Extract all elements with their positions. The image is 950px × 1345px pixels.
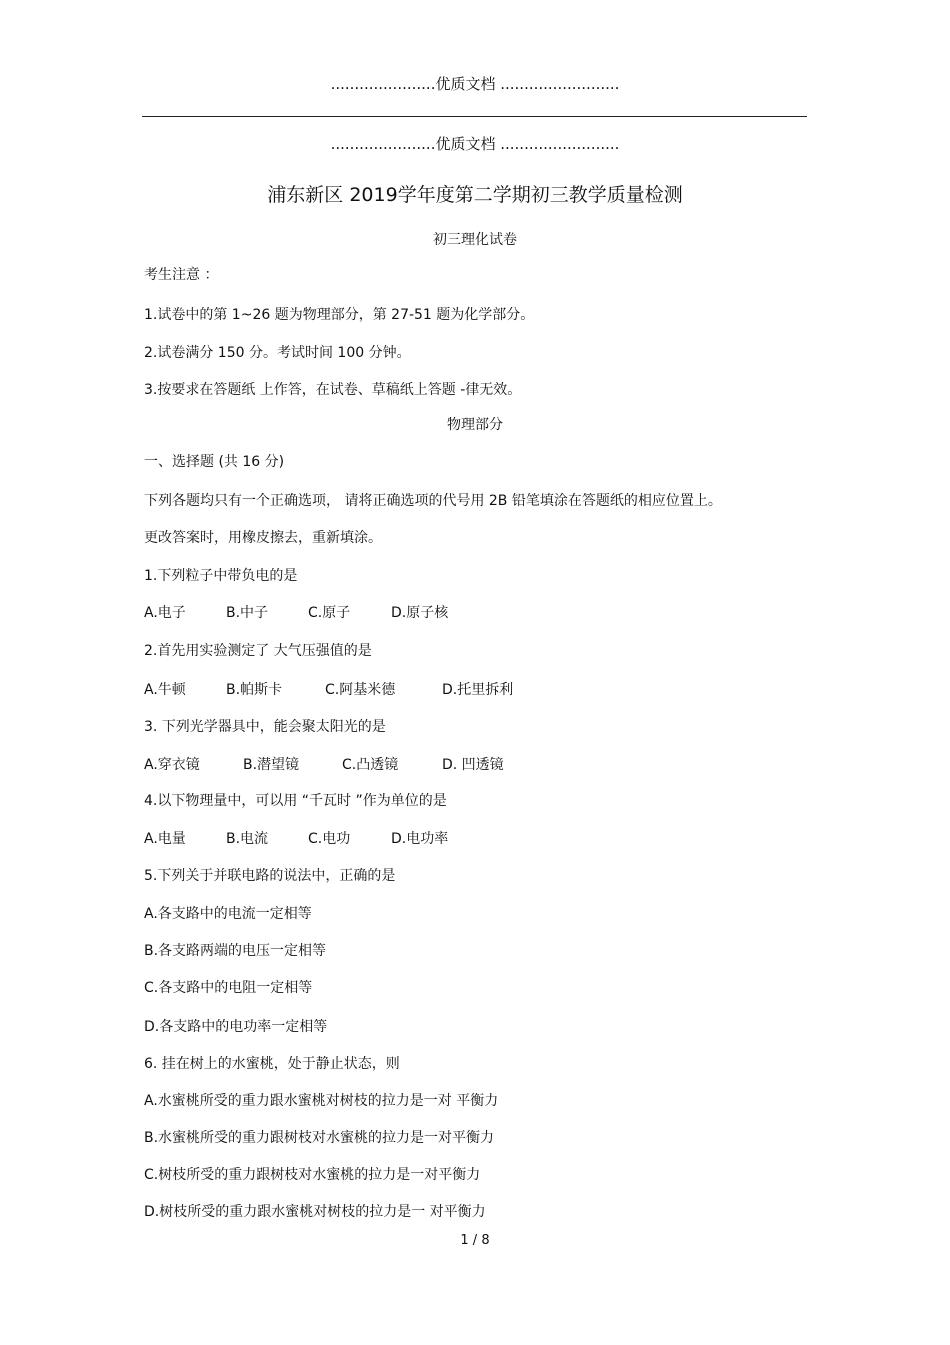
question-stem: 2.首先用实验测定了 大气压强值的是 (144, 643, 372, 659)
option: B.潜望镜 (243, 757, 300, 773)
option: A.牛顿 (144, 682, 186, 698)
question-stem: 5.下列关于并联电路的说法中，正确的是 (144, 868, 396, 884)
section-title: 物理部分 (447, 417, 503, 433)
option: A.电子 (144, 605, 186, 621)
option: D. 凹透镜 (442, 757, 504, 773)
option: D.电功率 (391, 831, 449, 847)
option: A.电量 (144, 831, 186, 847)
page-number: 1 / 8 (460, 1233, 490, 1248)
notice-item: 3.按要求在答题纸 上作答，在试卷、草稿纸上答题 -律无效。 (144, 382, 522, 398)
option: D.托里拆利 (442, 682, 514, 698)
option: B.电流 (226, 831, 269, 847)
header-line-2: ......................优质文档 ......................... (330, 135, 620, 153)
option: A.水蜜桃所受的重力跟水蜜桃对树枝的拉力是一对 平衡力 (144, 1093, 499, 1109)
option: B.水蜜桃所受的重力跟树枝对水蜜桃的拉力是一对平衡力 (144, 1130, 495, 1146)
option: C.阿基米德 (325, 682, 396, 698)
option: A.穿衣镜 (144, 757, 200, 773)
option: B.中子 (226, 605, 269, 621)
part-heading: 一、选择题 (共 16 分) (144, 454, 285, 470)
option: A.各支路中的电流一定相等 (144, 906, 312, 922)
option: D.原子核 (391, 605, 449, 621)
notice-item: 1.试卷中的第 1~26 题为物理部分，第 27-51 题为化学部分。 (144, 307, 535, 323)
question-stem: 4.以下物理量中，可以用 “千瓦时 ”作为单位的是 (144, 793, 447, 809)
question-stem: 6. 挂在树上的水蜜桃，处于静止状态，则 (144, 1056, 400, 1072)
exam-subtitle: 初三理化试卷 (433, 232, 517, 248)
option: D.各支路中的电功率一定相等 (144, 1019, 328, 1035)
option: D.树枝所受的重力跟水蜜桃对树枝的拉力是一 对平衡力 (144, 1204, 486, 1220)
header-rule (142, 116, 807, 117)
option: C.电功 (308, 831, 351, 847)
option: C.凸透镜 (342, 757, 399, 773)
question-stem: 1.下列粒子中带负电的是 (144, 568, 298, 584)
notice-item: 2.试卷满分 150 分。考试时间 100 分钟。 (144, 345, 411, 361)
option: C.原子 (308, 605, 351, 621)
option: B.各支路两端的电压一定相等 (144, 943, 327, 959)
option: C.树枝所受的重力跟树枝对水蜜桃的拉力是一对平衡力 (144, 1167, 481, 1183)
instruction-line: 更改答案时，用橡皮擦去，重新填涂。 (144, 530, 382, 546)
question-stem: 3. 下列光学器具中，能会聚太阳光的是 (144, 719, 386, 735)
notice-heading: 考生注意 ： (144, 267, 219, 283)
option: C.各支路中的电阻一定相等 (144, 980, 313, 996)
option: B.帕斯卡 (226, 682, 283, 698)
exam-title: 浦东新区 2019学年度第二学期初三教学质量检测 (267, 184, 683, 206)
instruction-line: 下列各题均只有一个正确选项， 请将正确选项的代号用 2B 铅笔填涂在答题纸的相应位置上。 (144, 493, 722, 509)
header-line-1: ......................优质文档 ......................... (330, 75, 620, 93)
